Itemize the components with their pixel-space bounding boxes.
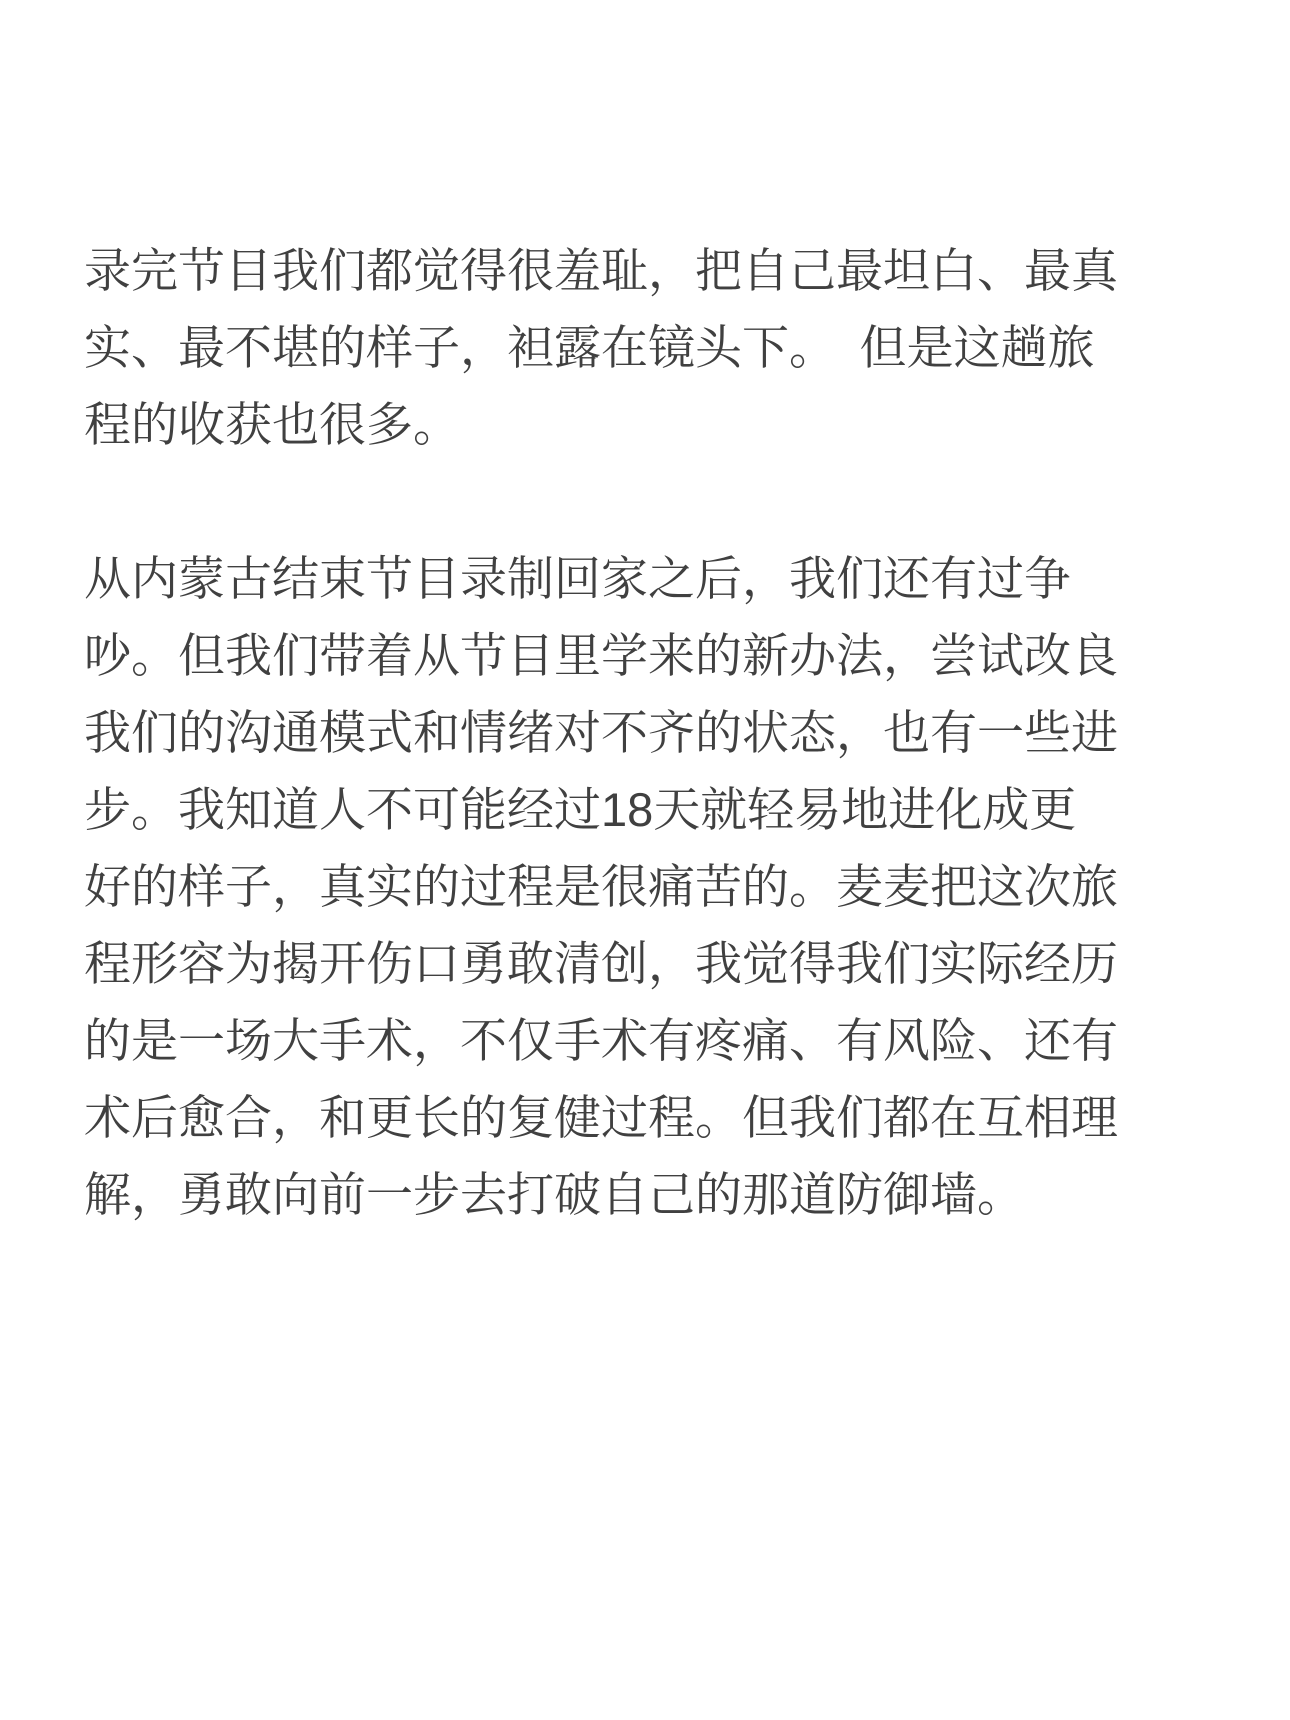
paragraph-2: 从内蒙古结束节目录制回家之后，我们还有过争吵。但我们带着从节目里学来的新办法，尝试改良我们的沟通模式和情绪对不齐的状态，也有一些进步。我知道人不可能经过18天就轻易地进化成更好的样子，真实的过程是很痛苦的。麦麦把这次旅程形容为揭开伤口勇敢清创，我觉得我们实际经历的是一场大手术，不仅手术有疼痛、有风险、还有术后愈合，和更长的复健过程。但我们都在互相理解，勇敢向前一步去打破自己的那道防御墙。 [84,552,1118,1221]
article-body [84,232,1120,1233]
paragraph-1: 录完节目我们都觉得很羞耻，把自己最坦白、最真实、最不堪的样子，袒露在镜头下。 但是这趟旅程的收获也很多。 [84,244,1118,451]
